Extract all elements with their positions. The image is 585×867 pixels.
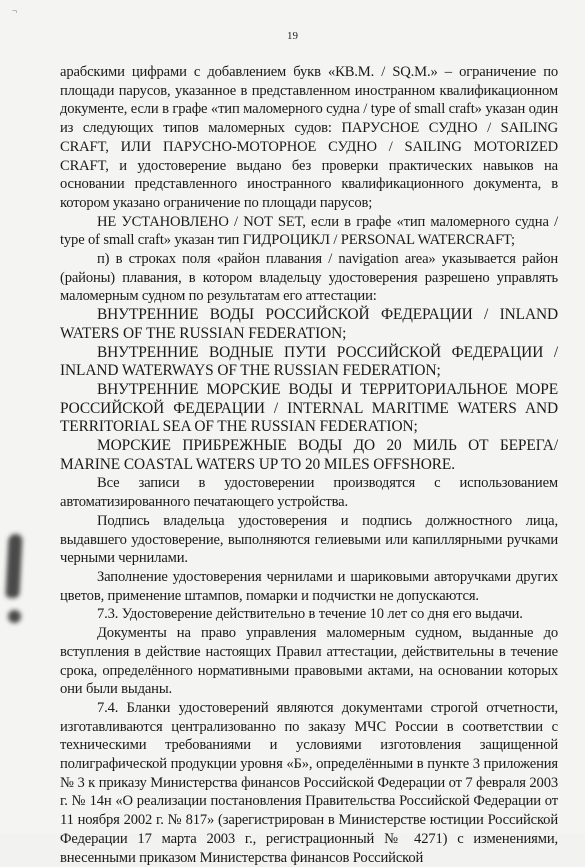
paragraph-coastal-waters: МОРСКИЕ ПРИБРЕЖНЫЕ ВОДЫ ДО 20 МИЛЬ ОТ БЕРЕГА/ MARINE COASTAL WATERS UP TO 20 MILES OFFSHORE. — [60, 437, 558, 473]
exclamation-mark-icon — [2, 534, 26, 634]
corner-mark: ¬ — [12, 6, 18, 16]
body-text — [60, 63, 558, 867]
paragraph-inland-waters: ВНУТРЕННИЕ ВОДЫ РОССИЙСКОЙ ФЕДЕРАЦИИ / INLAND WATERS OF THE RUSSIAN FEDERATION; — [60, 306, 558, 342]
paragraph-signatures: Подпись владельца удостоверения и подпись должностного лица, выдавшего удостоверение, выполняются гелиевыми или капиллярными ручками черными чернилами. — [60, 512, 558, 567]
paragraph-7-4: 7.4. Бланки удостоверений являются документами строгой отчетности, изготавливаются централизованно по заказу МЧС России в соответствии с техническими требованиями и условиями изготовления защищенной полиграфической продукции уровня «Б», определёнными в пункте 3 приложения № 3 к приказу Министерства финансов Российской Федерации от 7 февраля 2003 г. № 14н «О реализации постановления Правительства Российской Федерации от 11 ноября 2002 г. № 817» (зарегистрирован в Министерстве юстиции Российской Федерации 17 марта 2003 г., регистрационный № 4271) с изменениями, внесенными приказом Министерства финансов Российской — [60, 699, 558, 866]
paragraph-navigation-area: п) в строках поля «район плавания / navigation area» указывается район (районы) плавания, в котором владельцу удостоверения разрешено управлять маломерным судном по результатам его аттестации: — [60, 251, 558, 305]
paragraph-not-set: НЕ УСТАНОВЛЕНО / NOT SET, если в графе «тип маломерного судна / type of small craft» указан тип ГИДРОЦИКЛ / PERSONAL WATERCRAFT; — [60, 213, 558, 249]
paragraph-filling: Заполнение удостоверения чернилами и шариковыми авторучками других цветов, применение штампов, помарки и подчистки не допускаются. — [60, 568, 558, 604]
paragraph-internal-maritime: ВНУТРЕННИЕ МОРСКИЕ ВОДЫ И ТЕРРИТОРИАЛЬНОЕ МОРЕ РОССИЙСКОЙ ФЕДЕРАЦИИ / INTERNAL MARITIME WATERS AND TERRITORIAL SEA OF THE RUSSIAN FEDERATION; — [60, 380, 558, 436]
paragraph-sail-area: арабскими цифрами с добавлением букв «КВ.М. / SQ.M.» – ограничение по площади парусов, указанное в представленном иностранном квалификационном документе, если в графе «тип маломерного судна / type of small craft» указан один из следующих типов маломерных судов: ПАРУСНОЕ СУДНО / SAILING CRAFT, ИЛИ ПАРУСНО-МОТОРНОЕ СУДНО / SAILING MOTORIZED CRAFT, и удостоверение выдано без проверки практических навыков на основании представленного иностранного квалификационного документа, в котором указано ограничение по площади парусов; — [60, 64, 558, 211]
paragraph-7-3: 7.3. Удостоверение действительно в течение 10 лет со дня его выдачи. — [97, 606, 523, 623]
paragraph-inland-waterways: ВНУТРЕННИЕ ВОДНЫЕ ПУТИ РОССИЙСКОЙ ФЕДЕРАЦИИ / INLAND WATERWAYS OF THE RUSSIAN FEDERATION; — [60, 343, 558, 380]
page-number: 19 — [287, 30, 298, 42]
paragraph-records: Все записи в удостоверении производятся с использованием автоматизированного печатающего устройства. — [60, 475, 558, 511]
paragraph-documents: Документы на право управления маломерным судном, выданные до вступления в действие настоящих Правил аттестации, действительны в течение срока, определённого нормативными правовыми актами, на основании которых они были выданы. — [60, 625, 558, 698]
